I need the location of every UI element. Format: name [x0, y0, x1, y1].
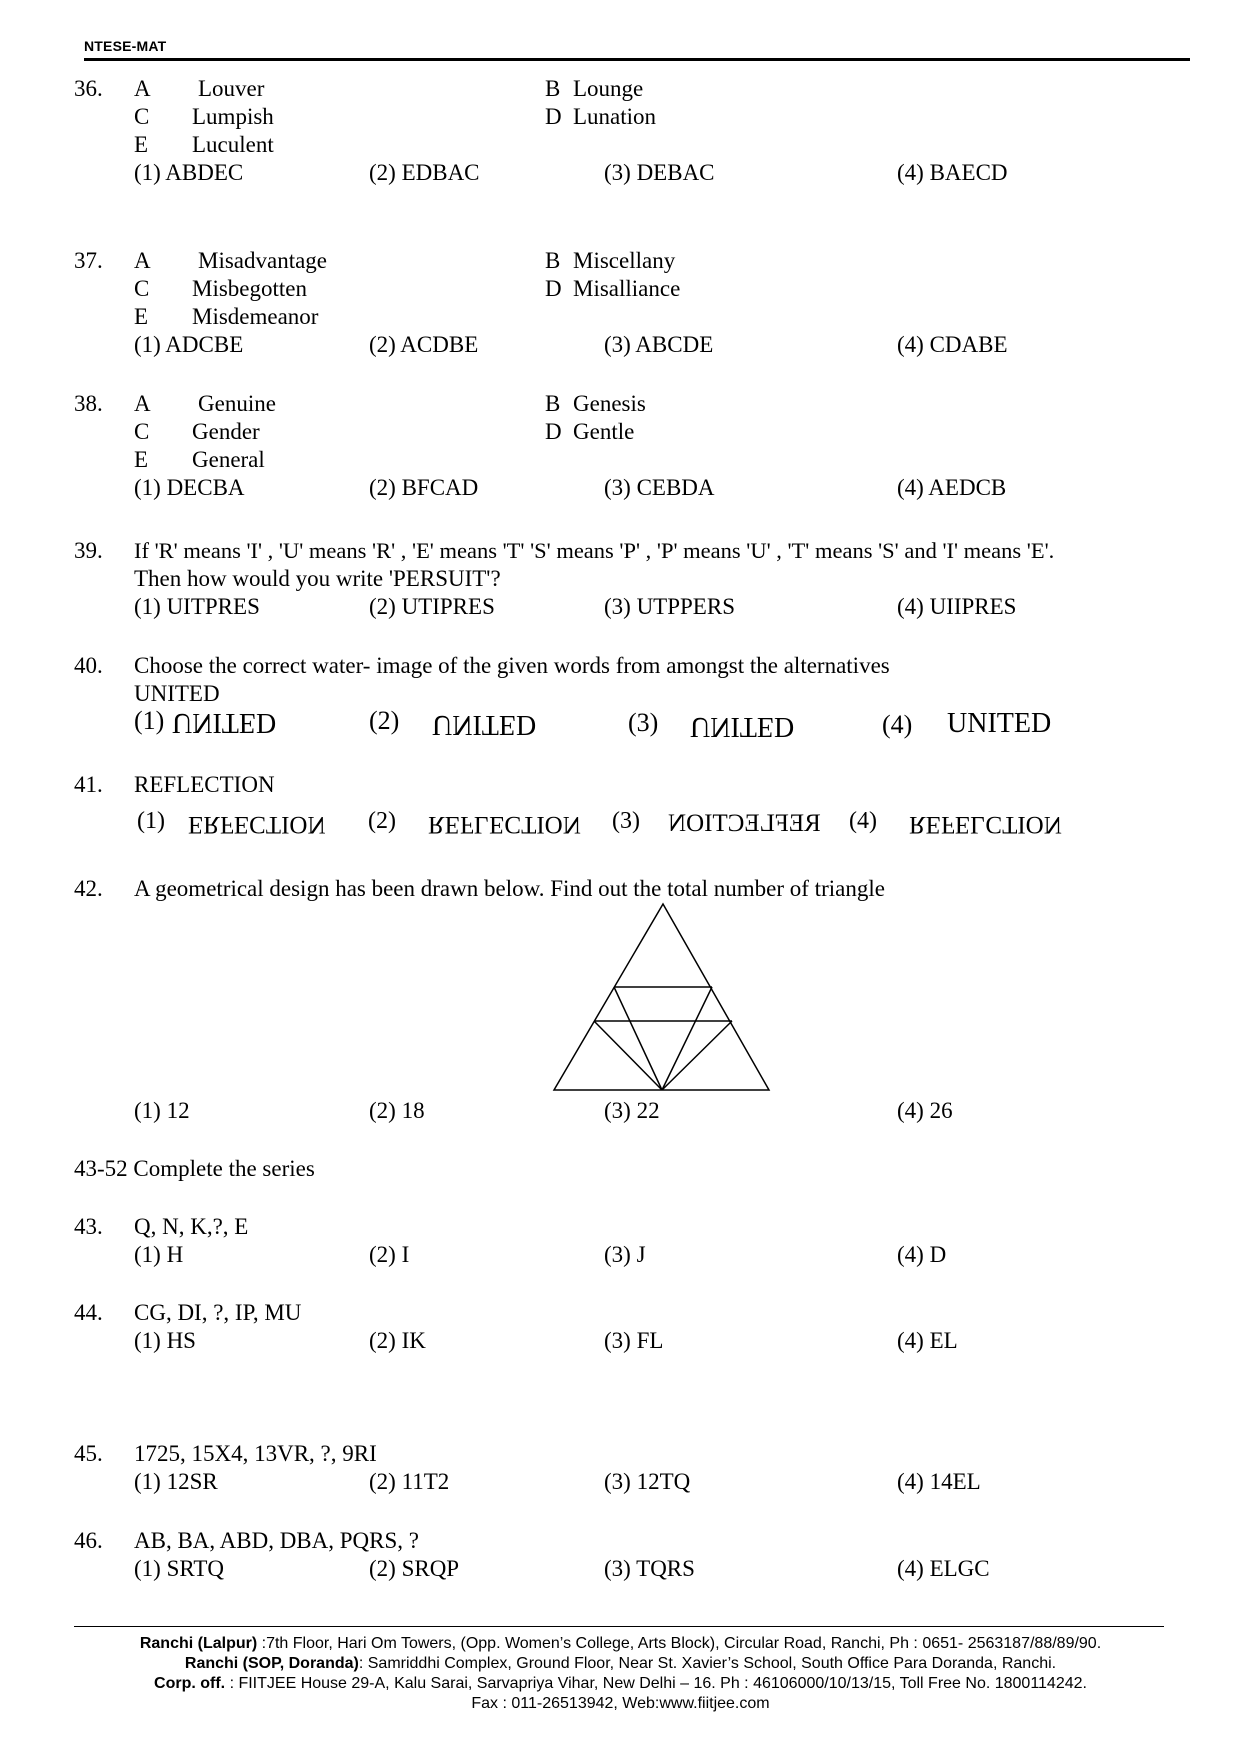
option-4-label[interactable]: (4)	[882, 710, 913, 739]
footer-rule	[74, 1626, 1164, 1627]
footer-line-1	[0, 1634, 1241, 1654]
option-3[interactable]: (3) 22	[604, 1098, 660, 1123]
option-1[interactable]: (1) 12SR	[134, 1469, 218, 1494]
question-number: 39.	[74, 538, 103, 563]
question-text: Then how would you write 'PERSUIT'?	[134, 566, 501, 591]
option-4[interactable]: (4) UIIPRES	[897, 594, 1017, 619]
option-1-label[interactable]: (1)	[137, 808, 165, 834]
option-1[interactable]: (1) SRTQ	[134, 1556, 224, 1581]
option-4[interactable]: (4) 14EL	[897, 1469, 981, 1494]
item-word: Misalliance	[573, 276, 681, 301]
option-1[interactable]: (1) ADCBE	[134, 332, 244, 357]
water-image-text: ERFECTION	[188, 811, 326, 838]
footer-address: :7th Floor, Hari Om Towers, (Opp. Women’s College, Arts Block), Circular Road, Ranchi, Ph : 0651- 2563187/88/89/90.	[257, 1635, 1102, 1652]
option-2[interactable]: (2) EDBAC	[369, 160, 480, 185]
option-1-label[interactable]: (1)	[134, 706, 165, 735]
item-word: Genuine	[198, 391, 276, 416]
footer-line-4	[0, 1694, 1241, 1714]
option-1-image[interactable]	[188, 810, 326, 838]
option-2-label[interactable]: (2)	[369, 706, 400, 735]
question-text: AB, BA, ABD, DBA, PQRS, ?	[134, 1528, 419, 1553]
item-key: E	[134, 447, 149, 472]
option-3-label[interactable]: (3)	[628, 708, 659, 737]
question-number: 41.	[74, 772, 103, 797]
footer-branch-name: Corp. off.	[154, 1675, 226, 1692]
option-3[interactable]: (3) FL	[604, 1328, 664, 1353]
option-1[interactable]: (1) H	[134, 1242, 184, 1267]
option-3[interactable]: (3) 12TQ	[604, 1469, 691, 1494]
question-number: 45.	[74, 1441, 103, 1466]
footer-line-2	[0, 1654, 1241, 1674]
item-key: D	[545, 276, 562, 301]
item-key: B	[545, 391, 561, 416]
question-number: 36.	[74, 76, 103, 101]
footer-contact[interactable]: Fax : 011-26513942, Web:www.fiitjee.com	[471, 1695, 770, 1712]
item-word: Gentle	[573, 419, 635, 444]
inner-line	[662, 1021, 732, 1090]
water-image-text: REFELCTION	[909, 811, 1062, 838]
option-3[interactable]: (3) DEBAC	[604, 160, 715, 185]
option-2[interactable]: (2) IK	[369, 1328, 426, 1353]
option-4[interactable]: (4) CDABE	[897, 332, 1008, 357]
item-key: C	[134, 419, 150, 444]
water-image-text: UNITED	[432, 709, 537, 740]
item-key: B	[545, 248, 561, 273]
footer-address: : Samriddhi Complex, Ground Floor, Near St. Xavier’s School, South Office Para Doranda, Ranchi.	[358, 1655, 1057, 1672]
question-text: If 'R' means 'I' , 'U' means 'R' , 'E' means 'T' 'S' means 'P' , 'P' means 'U' , 'T' means 'S' and 'I' means 'E'.	[134, 538, 1055, 563]
option-1[interactable]: (1) ABDEC	[134, 160, 244, 185]
water-image-text: REFLECTION	[428, 811, 581, 838]
option-2[interactable]: (2) UTIPRES	[369, 594, 495, 619]
item-word: Louver	[198, 76, 265, 101]
question-text: A geometrical design has been drawn below. Find out the total number of triangle	[134, 876, 885, 901]
given-word: REFLECTION	[134, 772, 275, 797]
footer-address: : FIITJEE House 29-A, Kalu Sarai, Sarvapriya Vihar, New Delhi – 16. Ph : 46106000/10/13/15, Toll Free No. 1800114242.	[225, 1675, 1087, 1692]
option-2[interactable]: (2) BFCAD	[369, 475, 479, 500]
item-key: C	[134, 276, 150, 301]
item-word: Misbegotten	[192, 276, 307, 301]
item-key: E	[134, 304, 149, 329]
item-key: A	[134, 391, 151, 416]
item-word: Genesis	[573, 391, 646, 416]
option-2-image[interactable]	[428, 810, 581, 838]
option-2[interactable]: (2) ACDBE	[369, 332, 479, 357]
option-1[interactable]: (1) HS	[134, 1328, 196, 1353]
question-number: 46.	[74, 1528, 103, 1553]
water-image-text: UNITED	[690, 711, 795, 742]
option-4-label[interactable]: (4)	[849, 808, 877, 834]
inner-line	[662, 987, 712, 1090]
question-text: 1725, 15X4, 13VR, ?, 9RI	[134, 1441, 377, 1466]
header-title: NTESE-MAT	[84, 38, 167, 54]
question-number: 40.	[74, 653, 103, 678]
option-4[interactable]: (4) BAECD	[897, 160, 1008, 185]
item-key: B	[545, 76, 561, 101]
footer-line-3	[0, 1674, 1241, 1694]
inner-line	[614, 987, 662, 1090]
option-3-image[interactable]	[668, 810, 821, 838]
question-text: Q, N, K,?, E	[134, 1214, 249, 1239]
outer-triangle	[554, 904, 769, 1090]
mirror-image-text: REFLECTION	[668, 810, 821, 837]
item-key: D	[545, 104, 562, 129]
item-word: Lounge	[573, 76, 644, 101]
footer-branch-name: Ranchi (SOP, Doranda)	[184, 1655, 359, 1672]
water-image-text: UNITED	[172, 707, 277, 738]
question-text: CG, DI, ?, IP, MU	[134, 1300, 302, 1325]
option-3[interactable]: (3) CEBDA	[604, 475, 715, 500]
question-number: 42.	[74, 876, 103, 901]
option-2-image[interactable]	[432, 708, 536, 740]
option-4[interactable]: (4) D	[897, 1242, 947, 1267]
footer-branch-name: Ranchi (Lalpur)	[139, 1635, 258, 1652]
item-key: C	[134, 104, 150, 129]
header-rule	[84, 58, 1190, 61]
item-key: A	[134, 76, 151, 101]
option-3[interactable]: (3) UTPPERS	[604, 594, 735, 619]
item-word: General	[192, 447, 265, 472]
option-4[interactable]: (4) ELGC	[897, 1556, 990, 1581]
option-1[interactable]: (1) UITPRES	[134, 594, 260, 619]
section-text: 43-52 Complete the series	[74, 1156, 315, 1181]
question-text: Choose the correct water- image of the given words from amongst the alternatives	[134, 653, 890, 678]
option-4-image[interactable]	[909, 810, 1062, 838]
question-number: 38.	[74, 391, 103, 416]
page-header	[84, 38, 1190, 54]
question-number: 44.	[74, 1300, 103, 1325]
item-word: Misadvantage	[198, 248, 328, 273]
option-4-image[interactable]: UNITED	[947, 708, 1052, 739]
option-3-image[interactable]	[690, 710, 794, 742]
option-2[interactable]: (2) SRQP	[369, 1556, 460, 1581]
option-2[interactable]: (2) 18	[369, 1098, 425, 1123]
option-2[interactable]: (2) I	[369, 1242, 410, 1267]
option-1-image[interactable]	[172, 706, 276, 738]
option-3[interactable]: (3) TQRS	[604, 1556, 695, 1581]
triangle-figure	[550, 900, 772, 1096]
item-word: Lumpish	[192, 104, 274, 129]
inner-line	[594, 1021, 662, 1090]
option-3[interactable]: (3) ABCDE	[604, 332, 714, 357]
item-word: Misdemeanor	[192, 304, 319, 329]
item-key: D	[545, 419, 562, 444]
item-word: Lunation	[573, 104, 657, 129]
item-word: Miscellany	[573, 248, 676, 273]
option-4[interactable]: (4) EL	[897, 1328, 958, 1353]
option-4[interactable]: (4) 26	[897, 1098, 953, 1123]
option-3-label[interactable]: (3)	[612, 808, 640, 834]
option-2[interactable]: (2) 11T2	[369, 1469, 450, 1494]
question-number: 37.	[74, 248, 103, 273]
option-2-label[interactable]: (2)	[368, 808, 396, 834]
item-key: A	[134, 248, 151, 273]
option-1[interactable]: (1) 12	[134, 1098, 190, 1123]
item-word: Luculent	[192, 132, 274, 157]
option-3[interactable]: (3) J	[604, 1242, 646, 1267]
question-number: 43.	[74, 1214, 103, 1239]
item-word: Gender	[192, 419, 260, 444]
option-1[interactable]: (1) DECBA	[134, 475, 245, 500]
given-word: UNITED	[134, 681, 220, 706]
option-4[interactable]: (4) AEDCB	[897, 475, 1007, 500]
item-key: E	[134, 132, 149, 157]
